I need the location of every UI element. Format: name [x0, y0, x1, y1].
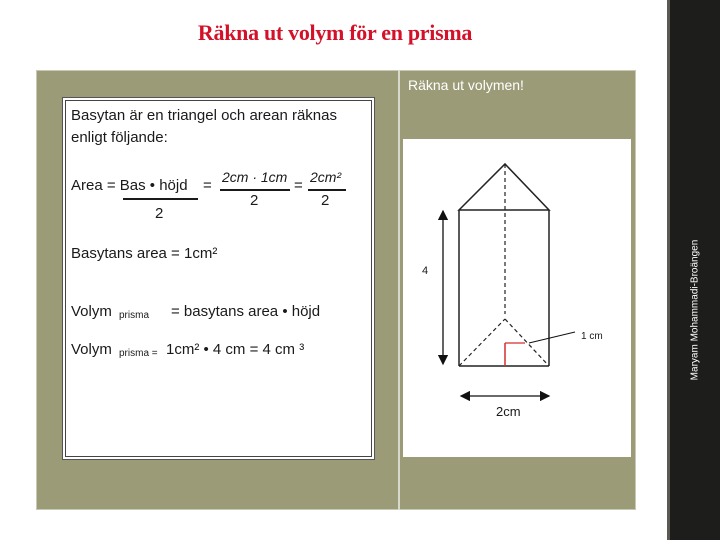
sidebar-stripe — [667, 0, 670, 540]
explanation-line-2: enligt följande: — [71, 129, 168, 146]
half-base-label: 1 cm — [581, 331, 603, 342]
area-formula-label: Area = Bas • höjd — [71, 177, 188, 194]
equals-sign-2: = — [294, 177, 303, 194]
prism-top-face — [459, 164, 549, 210]
fraction-2-numerator: 2cm² — [310, 169, 342, 185]
base-label: 2cm — [496, 404, 521, 419]
area-fraction-bar — [123, 198, 198, 200]
volume-label: Volym — [71, 303, 112, 320]
fraction-1-denominator: 2 — [250, 192, 259, 209]
author-credit — [687, 240, 703, 380]
base-area-line: Basytans area = 1cm² — [71, 245, 218, 262]
volume-subscript: prisma — [119, 310, 150, 321]
explanation-card-border — [65, 100, 372, 457]
half-base-leader — [529, 332, 575, 343]
author-credit-text: Maryam Mohammadi-Broängen — [689, 239, 701, 381]
fraction-2-bar — [308, 189, 346, 191]
volume-formula: = basytans area • höjd — [171, 303, 321, 320]
fraction-1-numerator: 2cm · 1cm — [222, 169, 288, 185]
volume-calc-label: Volym — [71, 341, 112, 358]
fraction-2-denominator: 2 — [321, 192, 330, 209]
volume-calculation: 1cm² • 4 cm = 4 cm ³ — [166, 341, 305, 358]
panel-caption: Räkna ut volymen! — [408, 77, 524, 93]
volume-calc-subscript: prisma = — [119, 348, 158, 359]
fraction-1-bar — [220, 189, 290, 191]
explanation-line-1: Basytan är en triangel och arean räknas — [71, 107, 337, 124]
prism-figure-card — [403, 139, 631, 457]
prism-bottom-left-hidden — [459, 319, 505, 366]
slide-title: Räkna ut volym för en prisma — [197, 20, 473, 45]
area-denominator: 2 — [155, 205, 164, 222]
height-label: 4 — [422, 265, 429, 277]
equals-sign-1: = — [203, 177, 212, 194]
panel-divider — [398, 70, 400, 510]
